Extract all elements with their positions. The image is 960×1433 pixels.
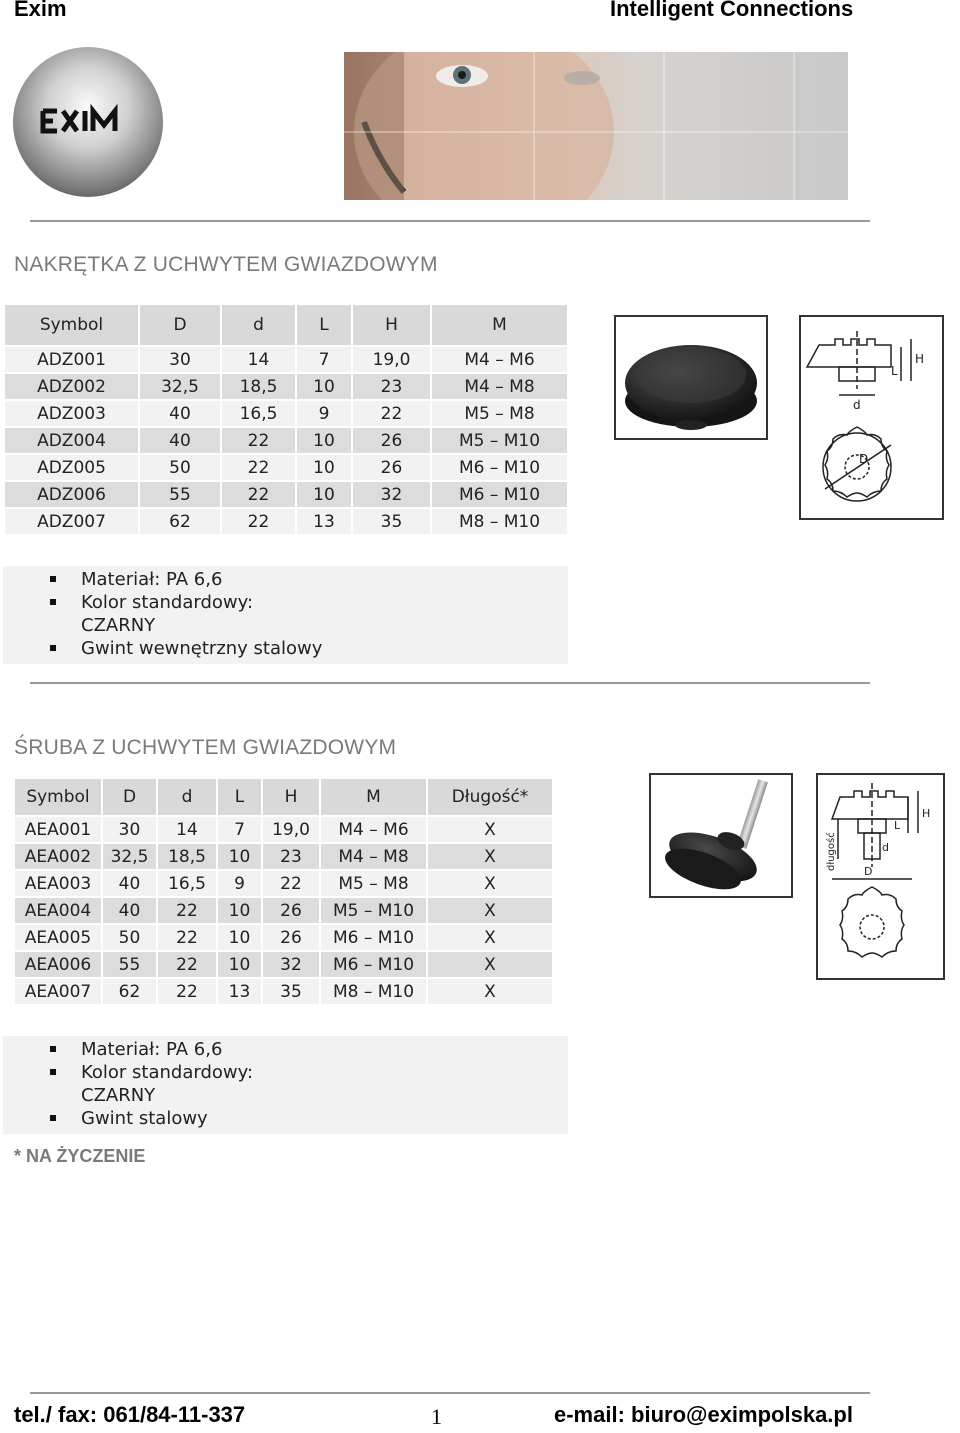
column-header: H	[263, 779, 319, 815]
divider	[30, 1392, 870, 1394]
thread-item: Gwint stalowy	[3, 1107, 568, 1130]
table-cell: 40	[140, 428, 220, 453]
table-cell: 22	[158, 952, 216, 977]
table-cell: X	[428, 844, 552, 869]
label-d: d	[882, 841, 889, 854]
table-cell: 14	[222, 347, 295, 372]
table-cell: 32	[353, 482, 430, 507]
table-cell: AEA001	[15, 817, 101, 842]
table-cell: M6 – M10	[321, 925, 426, 950]
thread-item: Gwint wewnętrzny stalowy	[3, 637, 568, 660]
table-cell: 22	[222, 428, 295, 453]
column-header: L	[297, 305, 351, 345]
table-row	[5, 455, 567, 480]
product-photo-screw	[649, 773, 793, 898]
table-cell: ADZ002	[5, 374, 138, 399]
divider	[30, 220, 870, 222]
table-cell: 22	[222, 482, 295, 507]
table-cell: 40	[140, 401, 220, 426]
table-cell: 10	[218, 898, 261, 923]
label-d: d	[853, 398, 861, 412]
label-H: H	[922, 807, 931, 820]
table-cell: M4 – M6	[321, 817, 426, 842]
table-cell: 50	[103, 925, 156, 950]
table-cell: ADZ007	[5, 509, 138, 534]
table-cell: 10	[297, 428, 351, 453]
label-length: długość	[826, 832, 837, 871]
properties-box	[3, 566, 568, 664]
column-header: M	[432, 305, 567, 345]
table-cell: 16,5	[158, 871, 216, 896]
color-value: CZARNY	[81, 1085, 156, 1106]
color-item: Kolor standardowy:	[3, 1061, 568, 1084]
table-cell: 40	[103, 871, 156, 896]
table-cell: 18,5	[158, 844, 216, 869]
table-cell: 32,5	[140, 374, 220, 399]
table-cell: 32,5	[103, 844, 156, 869]
technical-drawing-screw	[816, 773, 945, 980]
column-header: d	[222, 305, 295, 345]
column-header: H	[353, 305, 430, 345]
column-header: L	[218, 779, 261, 815]
label-D: D	[864, 865, 873, 878]
table-cell: 22	[222, 455, 295, 480]
column-header: D	[103, 779, 156, 815]
table-cell: M5 – M8	[321, 871, 426, 896]
table-cell: M4 – M8	[432, 374, 567, 399]
table-cell: X	[428, 898, 552, 923]
table-cell: 26	[353, 455, 430, 480]
table-cell: 22	[353, 401, 430, 426]
table-row	[5, 509, 567, 534]
properties-box	[3, 1036, 568, 1134]
table-cell: 10	[218, 925, 261, 950]
column-header: d	[158, 779, 216, 815]
table-cell: 7	[218, 817, 261, 842]
table-row	[5, 401, 567, 426]
table-cell: AEA003	[15, 871, 101, 896]
table-cell: 26	[263, 898, 319, 923]
table-cell: 9	[218, 871, 261, 896]
hero-photo	[344, 52, 848, 200]
footer-email: e-mail: biuro@eximpolska.pl	[554, 1402, 853, 1427]
page-number: 1	[431, 1404, 442, 1429]
table-cell: M5 – M10	[321, 898, 426, 923]
table-row	[15, 844, 552, 869]
table-cell: 26	[263, 925, 319, 950]
label-H: H	[915, 352, 925, 366]
color-item: Kolor standardowy:	[3, 591, 568, 614]
column-header: Długość*	[428, 779, 552, 815]
table-cell: 22	[158, 925, 216, 950]
table-cell: 22	[158, 979, 216, 1004]
table-cell: X	[428, 952, 552, 977]
table-cell: 13	[218, 979, 261, 1004]
table-header-row	[15, 779, 552, 815]
column-header: M	[321, 779, 426, 815]
spec-table-screw	[13, 777, 554, 1006]
table-cell: X	[428, 979, 552, 1004]
table-cell: 13	[297, 509, 351, 534]
table-cell: 55	[140, 482, 220, 507]
table-cell: AEA006	[15, 952, 101, 977]
table-cell: 14	[158, 817, 216, 842]
footer-phone: tel./ fax: 061/84-11-337	[14, 1402, 246, 1427]
spec-table-nut	[3, 303, 569, 536]
column-header: Symbol	[15, 779, 101, 815]
table-cell: 22	[222, 509, 295, 534]
table-cell: ADZ003	[5, 401, 138, 426]
label-D: D	[859, 452, 869, 466]
table-cell: 10	[297, 374, 351, 399]
table-cell: 23	[263, 844, 319, 869]
table-cell: M5 – M8	[432, 401, 567, 426]
table-row	[15, 925, 552, 950]
tagline: Intelligent Connections	[610, 0, 854, 21]
table-cell: 18,5	[222, 374, 295, 399]
table-cell: 26	[353, 428, 430, 453]
divider	[30, 682, 870, 684]
table-cell: 32	[263, 952, 319, 977]
table-cell: AEA007	[15, 979, 101, 1004]
color-value: CZARNY	[81, 615, 156, 636]
table-cell: X	[428, 871, 552, 896]
table-cell: 9	[297, 401, 351, 426]
table-cell: ADZ001	[5, 347, 138, 372]
material-item: Materiał: PA 6,6	[3, 568, 568, 591]
technical-drawing-nut	[799, 315, 944, 520]
table-cell: M6 – M10	[432, 482, 567, 507]
section-title: ŚRUBA Z UCHWYTEM GWIAZDOWYM	[14, 736, 397, 759]
table-cell: 10	[297, 482, 351, 507]
table-cell: 10	[297, 455, 351, 480]
table-row	[15, 871, 552, 896]
table-row	[5, 428, 567, 453]
table-cell: 40	[103, 898, 156, 923]
table-cell: X	[428, 817, 552, 842]
table-cell: 22	[263, 871, 319, 896]
table-cell: 62	[140, 509, 220, 534]
table-cell: 10	[218, 844, 261, 869]
label-L: L	[894, 819, 901, 832]
table-row	[15, 817, 552, 842]
table-cell: ADZ005	[5, 455, 138, 480]
table-cell: 35	[353, 509, 430, 534]
table-cell: M5 – M10	[432, 428, 567, 453]
table-row	[15, 952, 552, 977]
table-row	[5, 347, 567, 372]
column-header: D	[140, 305, 220, 345]
table-cell: 19,0	[353, 347, 430, 372]
table-row	[15, 979, 552, 1004]
table-cell: 16,5	[222, 401, 295, 426]
table-cell: ADZ004	[5, 428, 138, 453]
table-cell: 30	[103, 817, 156, 842]
table-cell: 22	[158, 898, 216, 923]
table-cell: M4 – M6	[432, 347, 567, 372]
section-title: NAKRĘTKA Z UCHWYTEM GWIAZDOWYM	[14, 253, 438, 276]
table-cell: M8 – M10	[321, 979, 426, 1004]
table-cell: M8 – M10	[432, 509, 567, 534]
table-cell: M4 – M8	[321, 844, 426, 869]
table-header-row	[5, 305, 567, 345]
table-cell: 10	[218, 952, 261, 977]
table-cell: AEA005	[15, 925, 101, 950]
table-cell: 19,0	[263, 817, 319, 842]
material-item: Materiał: PA 6,6	[3, 1038, 568, 1061]
table-row	[5, 374, 567, 399]
table-cell: M6 – M10	[432, 455, 567, 480]
table-row	[5, 482, 567, 507]
table-cell: AEA004	[15, 898, 101, 923]
brand-name: Exim	[14, 0, 67, 21]
table-cell: 55	[103, 952, 156, 977]
table-cell: 35	[263, 979, 319, 1004]
table-cell: ADZ006	[5, 482, 138, 507]
product-photo-nut	[614, 315, 768, 440]
table-cell: 7	[297, 347, 351, 372]
column-header: Symbol	[5, 305, 138, 345]
footnote: * NA ŻYCZENIE	[14, 1146, 146, 1166]
table-cell: 23	[353, 374, 430, 399]
table-cell: X	[428, 925, 552, 950]
table-cell: M6 – M10	[321, 952, 426, 977]
table-cell: 50	[140, 455, 220, 480]
label-L: L	[891, 364, 898, 378]
table-cell: 62	[103, 979, 156, 1004]
exim-logo	[13, 47, 163, 197]
table-cell: AEA002	[15, 844, 101, 869]
table-row	[15, 898, 552, 923]
table-cell: 30	[140, 347, 220, 372]
